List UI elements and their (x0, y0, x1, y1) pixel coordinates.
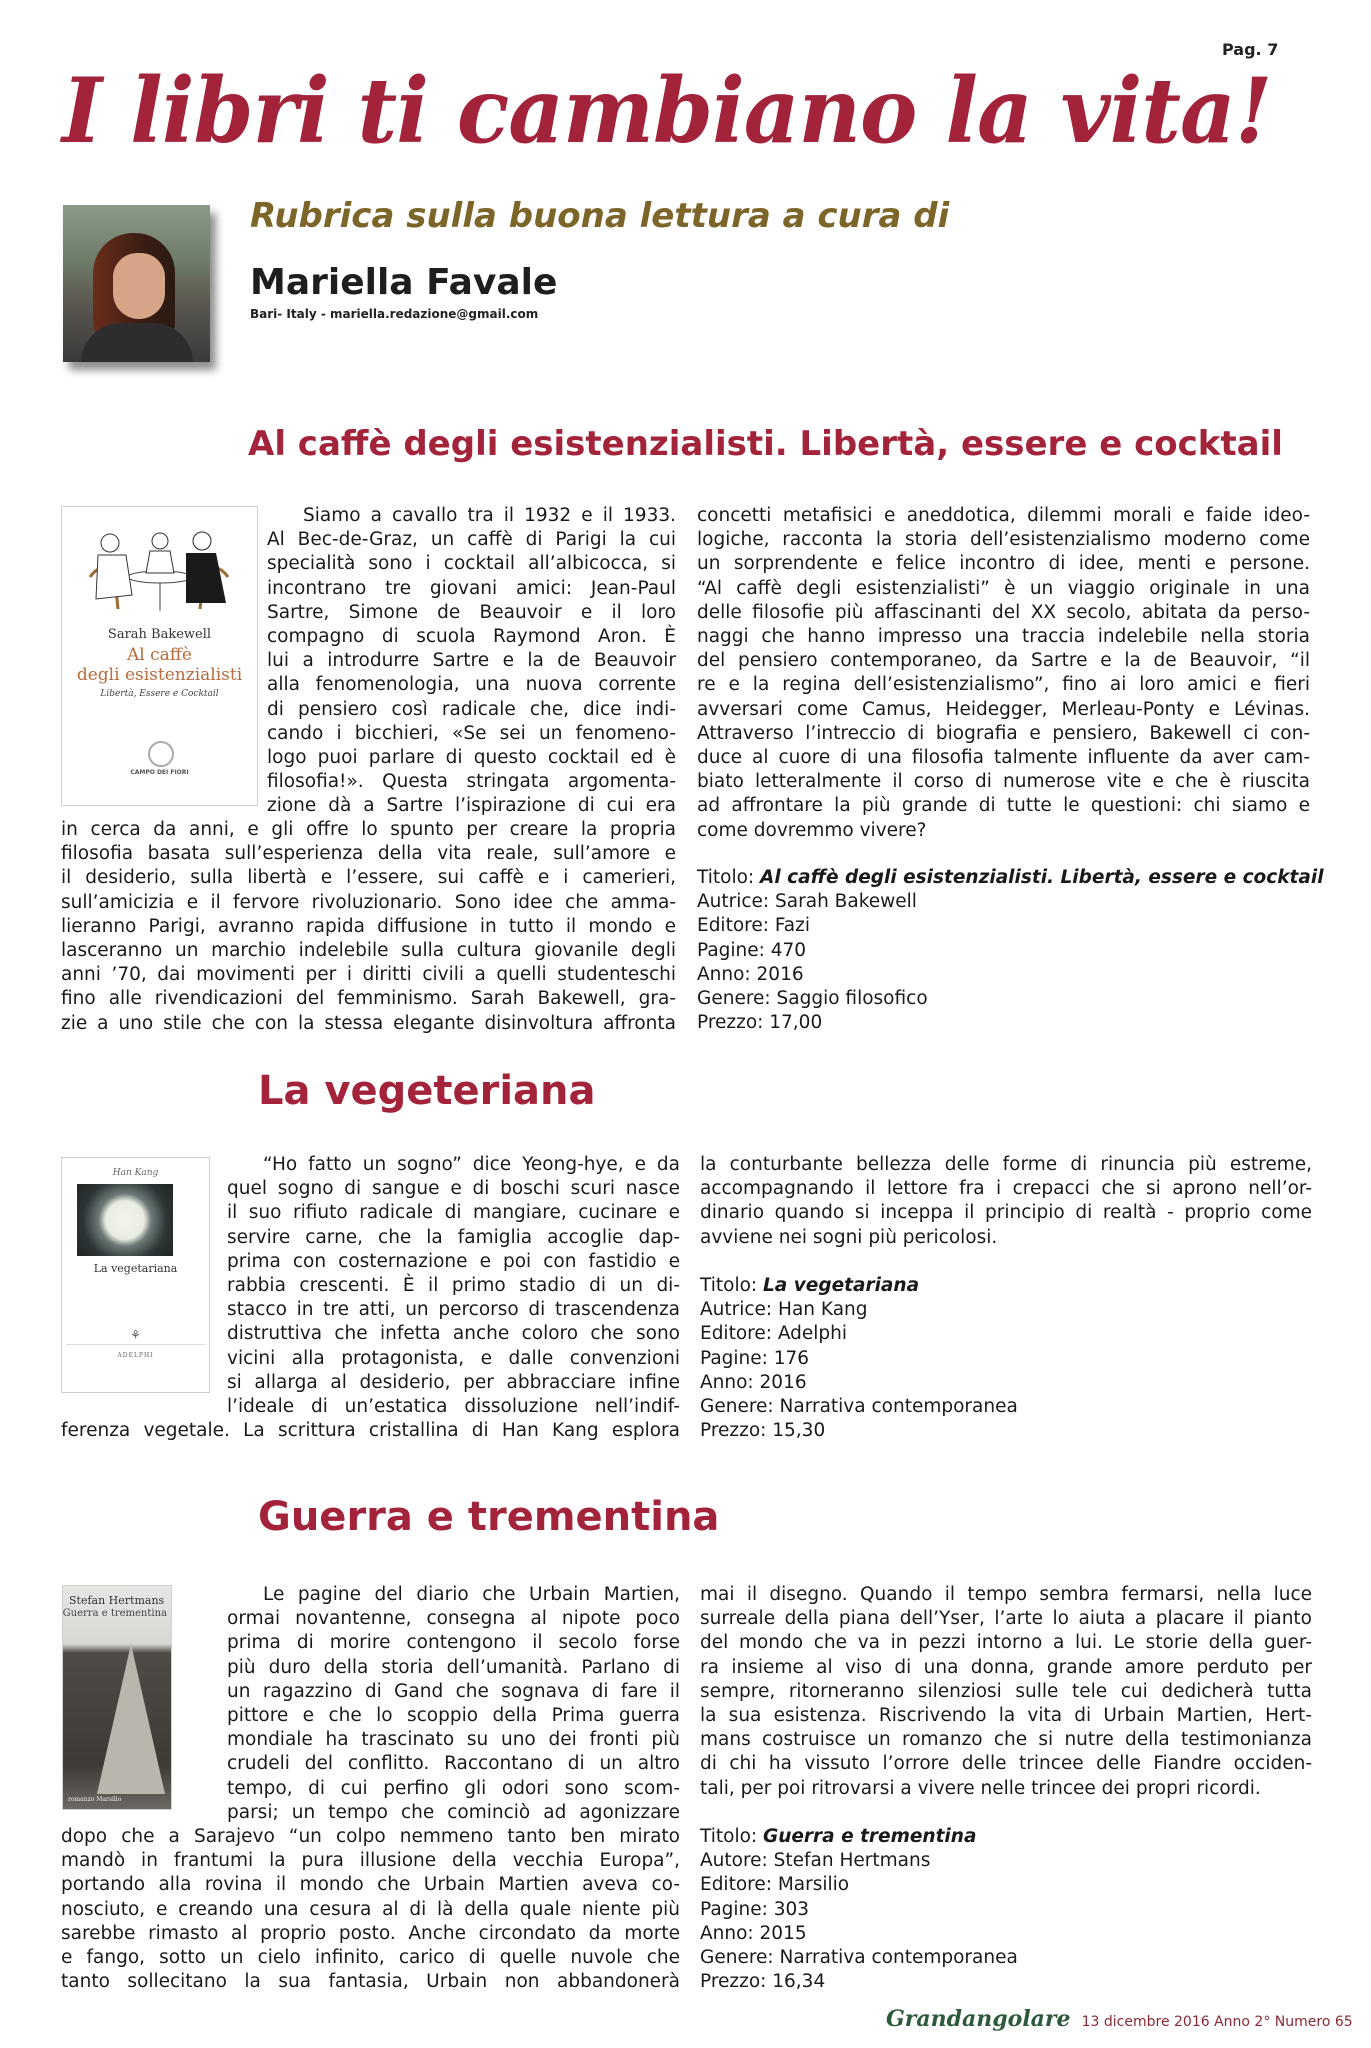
cover-author: Sarah Bakewell (107, 627, 212, 642)
cover-road-image (97, 1644, 165, 1794)
meta-price: Prezzo: 16,34 (700, 1971, 826, 1993)
meta-year: Anno: 2016 (697, 963, 804, 985)
meta-title-label: Titolo: (700, 1826, 764, 1847)
text-line: tali, per poi ritrovarsi a vivere nelle trincee dei propri ricordi. (700, 1777, 1261, 1799)
meta-pages: Pagine: 303 (700, 1898, 810, 1920)
meta-publisher: Editore: Adelphi (700, 1323, 848, 1345)
text-line: sarebbe rimasto al proprio posto. Anche circondato da morte (61, 1922, 680, 1944)
page-number: Pag. 7 (1222, 40, 1279, 59)
text-line: stacco in tre atti, un percorso di trascendenza (227, 1299, 680, 1321)
text-line: tanto sollecitano la sua fantasia, Urbain non abbandonerà (61, 1971, 680, 1993)
text-line: concetti metafisici e aneddotica, dilemmi morali e faide ideo- (697, 505, 1310, 526)
author-contact: Bari- Italy - mariella.redazione@gmail.com (250, 307, 539, 321)
text-line: duce al cuore di una filosofia talmente influente da aver cam- (697, 747, 1310, 769)
text-line: sull’amicizia e il fervore rivoluzionario. Sono idee che amma- (61, 891, 676, 913)
text-line: del pensiero contemporaneo, da Sartre e la de Beauvoir, “il (697, 650, 1310, 672)
text-line: ad affrontare la più grande di tutte le questioni: chi siamo e (697, 795, 1310, 817)
publisher-logo-icon (148, 741, 174, 767)
text-line: Sartre, Simone de Beauvoir e il loro (267, 601, 676, 623)
cover-title-line: Al caffè (127, 645, 192, 665)
text-line: alla fenomenologia, una nuova corrente (267, 674, 676, 696)
cover-title (62, 645, 257, 685)
text-line: lieranno Parigi, avranno rapida diffusione in tutto il mondo e (61, 915, 676, 937)
text-line: di chi ha vissuto l’orrore delle trincee delle Fiandre occiden- (700, 1753, 1312, 1775)
text-line: quel sogno di sangue e di boschi scuri nasce (227, 1178, 680, 1200)
publisher-logo-text: CAMPO DEI FIORI (130, 769, 189, 776)
text-line: lui a introdurre Sartre e la de Beauvoir (267, 650, 676, 672)
text-line: il suo rifiuto radicale di mangiare, cucinare e (227, 1202, 680, 1224)
cover-title: La vegetariana (93, 1262, 178, 1275)
meta-title-value: Guerra e trementina (763, 1826, 977, 1847)
book-cover (62, 1585, 172, 1810)
text-line: mai il disegno. Quando il tempo sembra fermarsi, nella luce (700, 1584, 1312, 1605)
text-line: un sorprendente e felice incontro di idee, menti e persone. (697, 553, 1310, 575)
article-title: La vegeteriana (258, 1068, 596, 1114)
text-line: l’ideale di un’estatica dissoluzione nell’indif- (227, 1396, 680, 1418)
text-line: crudeli del conflitto. Raccontano di un altro (227, 1753, 680, 1775)
body-wrapped (227, 1583, 680, 1825)
text-line: portando alla rovina il mondo che Urbain Martien aveva co- (61, 1874, 680, 1896)
text-line: cando i bicchieri, «Se sei un fenomeno- (267, 722, 676, 744)
book-metadata (700, 1274, 1018, 1443)
author-name: Mariella Favale (250, 262, 558, 303)
text-line: accompagnando il lettore fra i crepacci che si aprono nell’or- (700, 1178, 1312, 1200)
meta-genre: Genere: Narrativa contemporanea (700, 1947, 1018, 1969)
meta-title-label: Titolo: (697, 867, 761, 888)
footer (886, 2006, 1353, 2032)
text-line: zione dà a Sartre l’ispirazione di cui era (267, 795, 676, 817)
text-line: incontrano tre giovani amici: Jean-Paul (267, 577, 676, 599)
meta-pages: Pagine: 470 (697, 939, 807, 961)
text-line: di pensiero così radicale che, dice indi- (267, 698, 676, 720)
text-line: il desiderio, sulla libertà e l’essere, sui caffè e i camerieri, (61, 867, 676, 889)
body-wrapped (227, 1153, 680, 1419)
meta-title-value: La vegetariana (763, 1275, 920, 1296)
text-line: delle filosofie più affascinanti del XX secolo, abitata da perso- (697, 601, 1310, 623)
cover-divider (66, 1344, 205, 1345)
author-photo (63, 205, 210, 362)
cover-flower-image (77, 1184, 173, 1256)
text-line: fino alle rivendicazioni del femminismo. Sarah Bakewell, gra- (61, 988, 676, 1010)
text-line: mans costruisce un romanzo che si nutre della testimonianza (700, 1729, 1312, 1751)
text-line: “Ho fatto un sogno” dice Yeong-hye, e da (263, 1154, 680, 1175)
text-line: ra insieme al viso di una donna, grande amore perduto per (700, 1656, 1312, 1678)
footer-brand: Grandangolare (886, 2006, 1071, 2032)
text-line: distruttiva che infetta anche coloro che sono (227, 1323, 680, 1345)
body-full (61, 1419, 680, 1443)
cover-title: Guerra e trementina (62, 1608, 167, 1619)
article-title: Guerra e trementina (258, 1494, 720, 1540)
meta-publisher: Editore: Marsilio (700, 1874, 850, 1896)
meta-year: Anno: 2016 (700, 1371, 807, 1393)
text-line: mondiale ha trascinato su uno dei fronti più (227, 1729, 680, 1751)
book-cover (61, 506, 258, 806)
meta-title (697, 866, 1324, 890)
text-line: avviene nei sogni più pericolosi. (700, 1226, 998, 1248)
text-line: prima con costernazione e poi con fastidio e (227, 1250, 680, 1272)
body-wrapped (267, 504, 676, 819)
meta-author: Autore: Stefan Hertmans (700, 1850, 931, 1872)
text-line: prima di morire contengono il secolo forse (227, 1632, 680, 1654)
meta-author: Autrice: Han Kang (700, 1299, 868, 1321)
text-line: filosofia basata sull’esperienza della vita reale, sull’amore e (61, 843, 676, 865)
cover-title-line: degli esistenzialisti (76, 665, 243, 685)
meta-year: Anno: 2015 (700, 1922, 807, 1944)
text-line: più duro della storia dell’umanità. Parlano di (227, 1656, 680, 1678)
text-line: si allarga al desiderio, per abbracciare infine (227, 1371, 680, 1393)
text-line: Attraverso l’intreccio di biografia e pensiero, Bakewell ci con- (697, 722, 1310, 744)
body-right (700, 1153, 1312, 1250)
text-line: filosofia!». Questa stringata argomenta- (267, 771, 676, 793)
text-line: la sua esistenza. Riscrivendo la vita di Urbain Martien, Hert- (700, 1705, 1312, 1727)
article-title: Al caffè degli esistenzialisti. Libertà, essere e cocktail (248, 424, 1283, 464)
text-line: nosciuto, e creando una cesura al di là della quale niente più (61, 1898, 680, 1920)
text-line: e fango, sotto un cielo infinito, carico di quelle nuvole che (61, 1947, 680, 1969)
text-line: sempre, ritorneranno silenziosi sulle tele cui dedicherà tutta (700, 1680, 1312, 1702)
text-line: parsi; un tempo che cominciò ad agonizzare (227, 1801, 680, 1823)
text-line: anni ’70, dai movimenti per i diritti civili a quelli studenteschi (61, 964, 676, 986)
cafe-illustration (78, 527, 242, 617)
text-line: pittore e che lo scoppio della Prima guerra (227, 1705, 680, 1727)
cover-author: Stefan Hertmans (69, 1594, 165, 1607)
body-full (61, 1825, 680, 1994)
text-line: un ragazzino di Gand che sognava di fare il (227, 1680, 680, 1702)
body-right (697, 504, 1310, 843)
text-line: re e la regina dell’esistenzialismo”, fino ai loro amici e fieri (697, 674, 1310, 696)
text-line: naggi che hanno impresso una traccia indelebile nella storia (697, 626, 1310, 648)
book-cover (61, 1157, 210, 1393)
text-line: logo puoi parlare di questo cocktail ed è (267, 747, 676, 769)
photo-face (113, 253, 165, 319)
masthead-title: I libri ti cambiano la vita! (62, 58, 1272, 165)
text-line: Siamo a cavallo tra il 1932 e il 1933. (303, 505, 676, 526)
book-metadata (700, 1825, 1018, 1994)
meta-genre: Genere: Narrativa contemporanea (700, 1396, 1018, 1418)
meta-publisher: Editore: Fazi (697, 915, 810, 937)
cover-publisher: romanzo Marsilio (68, 1796, 122, 1803)
cover-publisher: ADELPHI (117, 1352, 154, 1359)
meta-author: Autrice: Sarah Bakewell (697, 891, 917, 913)
text-line: specialità sono i cocktail all’albicocca, si (267, 553, 676, 575)
text-line: logiche, racconta la storia dell’esistenzialismo moderno come (697, 529, 1310, 551)
meta-price: Prezzo: 15,30 (700, 1420, 826, 1442)
meta-pages: Pagine: 176 (700, 1347, 810, 1369)
text-line: mandò in frantumi la pura illusione della vecchia Europa”, (61, 1850, 680, 1872)
body-full (61, 818, 676, 1036)
meta-title (700, 1825, 1018, 1849)
meta-price: Prezzo: 17,00 (697, 1012, 823, 1034)
text-line: in cerca da anni, e gli offre lo spunto per creare la propria (61, 819, 676, 840)
book-metadata (697, 866, 1324, 1035)
text-line: “Al caffè degli esistenzialisti” è un viaggio originale in una (697, 577, 1310, 599)
text-line: surreale della piana dell’Yser, l’arte lo aiuta a placare il pianto (700, 1608, 1312, 1630)
text-line: dinario quando si inceppa il principio di realtà - proprio come (700, 1202, 1312, 1224)
text-line: rabbia crescenti. È il primo stadio di un di- (227, 1275, 680, 1297)
text-line: ferenza vegetale. La scrittura cristallina di Han Kang esplora (61, 1420, 680, 1441)
body-right (700, 1583, 1312, 1801)
footer-issue: 13 dicembre 2016 Anno 2° Numero 65 (1081, 2014, 1353, 2030)
text-line: compagno di scuola Raymond Aron. È (267, 626, 676, 648)
text-line: la conturbante bellezza delle forme di rinuncia più estreme, (700, 1154, 1312, 1175)
text-line: vicini alla protagonista, e dalle convenzioni (227, 1347, 680, 1369)
text-line: biato letteralmente il corso di numerose vite e che è riuscita (697, 771, 1310, 793)
text-line: Le pagine del diario che Urbain Martien, (263, 1584, 680, 1605)
text-line: ormai novantenne, consegna al nipote poco (227, 1608, 680, 1630)
text-line: lasceranno un marchio indelebile sulla cultura giovanile degli (61, 940, 676, 962)
cover-author: Han Kang (112, 1168, 159, 1178)
meta-genre: Genere: Saggio filosofico (697, 988, 928, 1010)
text-line: Al Bec-de-Graz, un caffè di Parigi la cui (267, 529, 676, 551)
text-line: come dovremmo vivere? (697, 819, 927, 841)
text-line: del mondo che va in pezzi intorno a lui. Le storie della guer- (700, 1632, 1312, 1654)
text-line: dopo che a Sarajevo “un colpo nemmeno tanto ben mirato (61, 1826, 680, 1847)
text-line: servire carne, che la famiglia accoglie dap- (227, 1226, 680, 1248)
text-line: avversari come Camus, Heidegger, Merleau-Ponty e Lévinas. (697, 698, 1310, 720)
text-line: zie a uno stile che con la stessa elegante disinvoltura affronta (61, 1012, 676, 1034)
publisher-mark-icon: ⚘ (130, 1328, 141, 1342)
photo-body (81, 323, 193, 362)
rubric-subtitle: Rubrica sulla buona lettura a cura di (250, 196, 950, 236)
meta-title (700, 1274, 1018, 1298)
meta-title-value: Al caffè degli esistenzialisti. Libertà, essere e cocktail (760, 867, 1324, 888)
text-line: tempo, di cui perfino gli odori sono scom- (227, 1777, 680, 1799)
cover-subtitle: Libertà, Essere e Cocktail (100, 689, 219, 699)
meta-title-label: Titolo: (700, 1275, 764, 1296)
